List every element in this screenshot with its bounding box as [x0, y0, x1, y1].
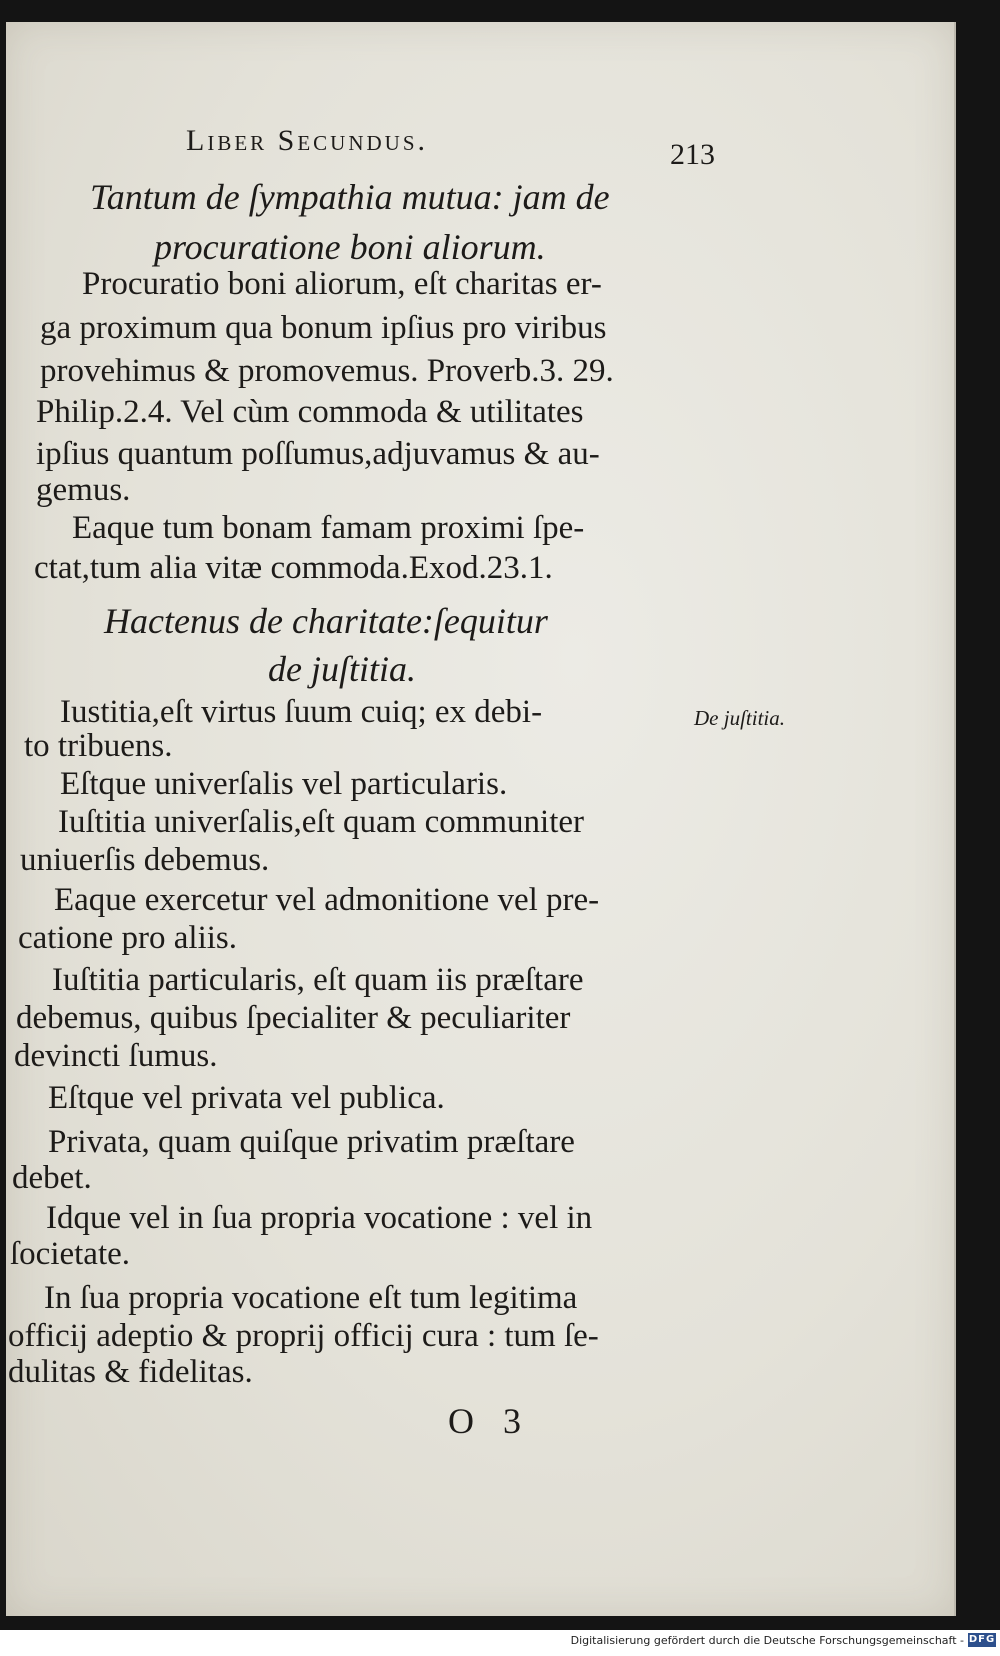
text-line: ctat,tum alia vitæ commoda.Exod.23.1.	[34, 550, 553, 586]
text-line: to tribuens.	[24, 728, 173, 764]
text-line: In ſua propria vocatione eſt tum legitima	[44, 1280, 578, 1316]
text-line: Eaque exercetur vel admonitione vel pre-	[54, 882, 600, 918]
text-line: dulitas & fidelitas.	[8, 1354, 253, 1390]
section-heading-line: Hactenus de charitate:ſequitur	[104, 601, 548, 641]
text-line: officij adeptio & proprij officij cura : tum ſe-	[8, 1318, 599, 1354]
section-heading-line: de juſtitia.	[268, 649, 416, 689]
text-line: devincti ſumus.	[14, 1038, 218, 1074]
text-line: Procuratio boni aliorum, eſt charitas er-	[82, 266, 602, 302]
text-line: uniuerſis debemus.	[20, 842, 270, 878]
text-line: Eſtque vel privata vel publica.	[48, 1080, 445, 1116]
text-line: provehimus & promovemus. Proverb.3. 29.	[40, 353, 614, 389]
text-line: Privata, quam quiſque privatim præſtare	[48, 1124, 575, 1160]
text-line: catione pro aliis.	[18, 920, 238, 956]
section-heading-line: Tantum de ſympathia mutua: jam de	[90, 177, 610, 217]
text-line: Eaque tum bonam famam proximi ſpe-	[72, 510, 585, 546]
section-heading-line: procuratione boni aliorum.	[154, 227, 546, 267]
page-number: 213	[670, 138, 715, 171]
text-line: ſocietate.	[10, 1236, 131, 1272]
text-line: Philip.2.4. Vel cùm commoda & utilitates	[36, 394, 584, 430]
text-line: Iustitia,eſt virtus ſuum cuiq; ex debi-	[60, 694, 543, 730]
text-line: gemus.	[36, 472, 131, 508]
text-line: Eſtque univerſalis vel particularis.	[60, 766, 508, 802]
running-head: Liber Secundus.	[186, 124, 429, 157]
signature-mark: O 3	[448, 1401, 531, 1441]
funding-credit: Digitalisierung gefördert durch die Deutsche Forschungsgemeinschaft -	[570, 1634, 964, 1647]
text-line: ipſius quantum poſſumus,adjuvamus & au-	[36, 436, 600, 472]
marginal-note: De juſtitia.	[694, 706, 785, 730]
text-line: debet.	[12, 1160, 92, 1196]
text-line: ga proximum qua bonum ipſius pro viribus	[40, 310, 607, 346]
text-line: Iuſtitia particularis, eſt quam iis præſtare	[52, 962, 584, 998]
dfg-logo: DFG	[968, 1634, 996, 1645]
text-line: Iuſtitia univerſalis,eſt quam communiter	[58, 804, 585, 840]
text-line: Idque vel in ſua propria vocatione : vel in	[46, 1200, 593, 1236]
text-line: debemus, quibus ſpecialiter & peculiariter	[16, 1000, 571, 1036]
